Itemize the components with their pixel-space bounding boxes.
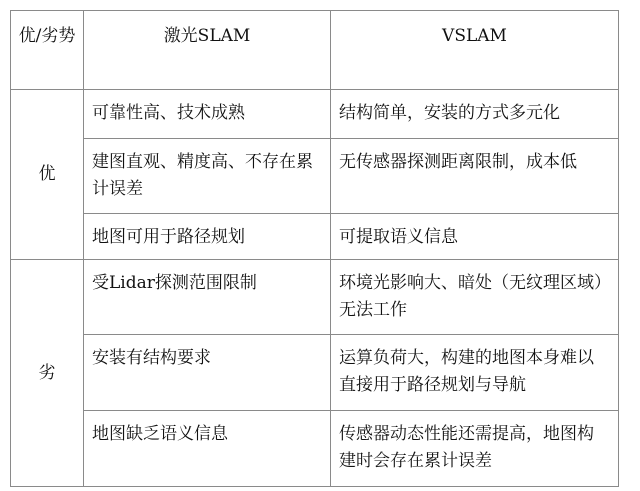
header-vslam: VSLAM: [331, 11, 619, 90]
vslam-cell: 可提取语义信息: [331, 214, 619, 260]
vslam-cell: 运算负荷大，构建的地图本身难以直接用于路径规划与导航: [331, 335, 619, 411]
table-row: [11, 90, 619, 139]
table-row: [11, 411, 619, 487]
table-row: [11, 139, 619, 214]
laser-cell: 安装有结构要求: [84, 335, 331, 411]
group-pros-label: 优: [11, 90, 84, 260]
header-corner-cell: 优/劣势: [11, 11, 84, 90]
laser-cell: 地图可用于路径规划: [84, 214, 331, 260]
vslam-cell: 结构简单，安装的方式多元化: [331, 90, 619, 139]
laser-cell: 可靠性高、技术成熟: [84, 90, 331, 139]
laser-cell: 受Lidar探测范围限制: [84, 260, 331, 335]
table-row: [11, 335, 619, 411]
header-laser-slam: 激光SLAM: [84, 11, 331, 90]
group-cons-label: 劣: [11, 260, 84, 487]
table-row: [11, 214, 619, 260]
vslam-cell: 传感器动态性能还需提高，地图构建时会存在累计误差: [331, 411, 619, 487]
table-row: [11, 260, 619, 335]
laser-cell: 地图缺乏语义信息: [84, 411, 331, 487]
vslam-cell: 无传感器探测距离限制，成本低: [331, 139, 619, 214]
header-row: [11, 11, 619, 90]
vslam-cell: 环境光影响大、暗处（无纹理区域）无法工作: [331, 260, 619, 335]
laser-cell: 建图直观、精度高、不存在累计误差: [84, 139, 331, 214]
comparison-table: [10, 10, 619, 487]
